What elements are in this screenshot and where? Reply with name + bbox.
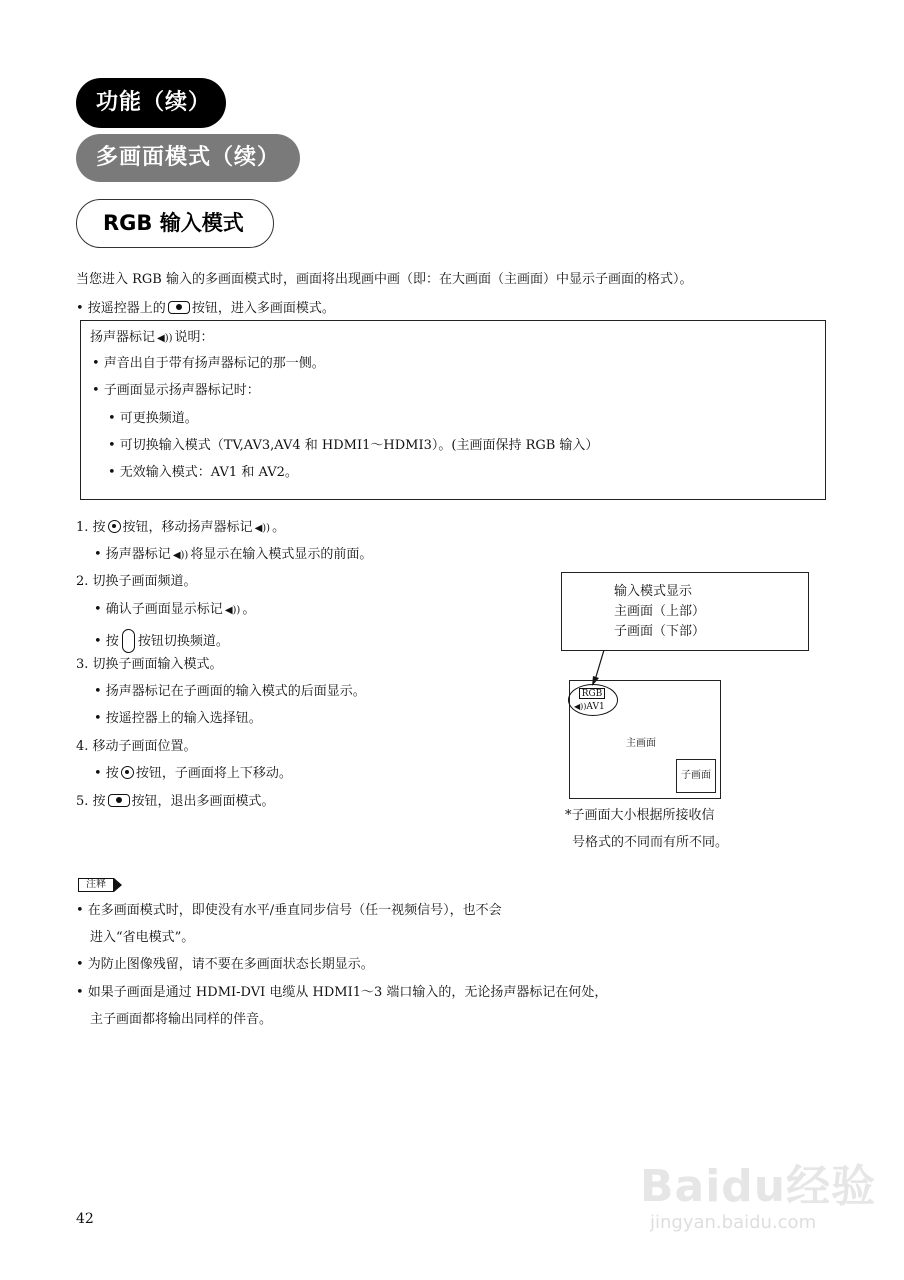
note-2: • 为防止图像残留，请不要在多画面状态长期显示。 — [76, 957, 374, 972]
step-3: 3. 切换子画面输入模式。 — [76, 657, 223, 672]
diagram-caption-1: *子画面大小根据所接收信 — [565, 808, 715, 823]
step-enter-post: 按钮，进入多画面模式。 — [191, 301, 335, 316]
speaker-box-line-2: • 子画面显示扬声器标记时： — [92, 383, 260, 398]
sub-screen: 子画面 — [676, 759, 716, 793]
topic-header: RGB 输入模式 — [76, 199, 274, 248]
step-3a: • 扬声器标记在子画面的输入模式的后面显示。 — [94, 684, 366, 699]
notes-tag: 注释 — [78, 878, 114, 892]
left-right-button-icon — [108, 520, 121, 533]
speaker-box-line-1: • 声音出自于带有扬声器标记的那一侧。 — [92, 356, 325, 371]
subsection-header: 多画面模式（续） — [76, 134, 300, 182]
step-5-post: 按钮，退出多画面模式。 — [131, 794, 275, 809]
speaker-mark-icon: ◀)) — [254, 523, 271, 534]
step-2a-post: 。 — [242, 602, 256, 617]
callout-line-1: 输入模式显示 — [614, 584, 693, 599]
speaker-box-title-pre: 扬声器标记 — [90, 330, 156, 345]
step-1a-post: 将显示在输入模式显示的前面。 — [190, 547, 373, 562]
step-enter-pre: • 按遥控器上的 — [76, 301, 166, 316]
step-1-mid: 按钮，移动扬声器标记 — [122, 520, 253, 535]
callout-line-3: 子画面（下部） — [614, 624, 706, 639]
step-enter-mode — [76, 301, 335, 317]
step-4a-pre: • 按 — [94, 766, 119, 781]
step-4a — [94, 766, 292, 782]
speaker-mark-icon: ◀)) — [172, 550, 189, 561]
step-5 — [76, 794, 275, 810]
rgb-label: RGB — [579, 688, 605, 699]
baidu-watermark-url: jingyan.baidu.com — [650, 1212, 817, 1233]
step-2: 2. 切换子画面频道。 — [76, 574, 197, 589]
up-down-button-icon — [121, 766, 134, 779]
step-1a-pre: • 扬声器标记 — [94, 547, 171, 562]
step-2b-post: 按钮切换频道。 — [137, 634, 229, 649]
speaker-box-line-5: • 无效输入模式：AV1 和 AV2。 — [108, 465, 298, 480]
step-3b: • 按遥控器上的输入选择钮。 — [94, 711, 262, 726]
step-2a — [94, 602, 255, 619]
speaker-mark-icon: ◀)) — [157, 333, 173, 344]
step-2b — [94, 629, 229, 653]
step-4a-post: 按钮，子画面将上下移动。 — [135, 766, 292, 781]
speaker-box-line-4: • 可切换输入模式（TV,AV3,AV4 和 HDMI1～HDMI3）。(主画面保持 RGB 输入） — [108, 438, 599, 453]
speaker-box-title-post: 说明： — [174, 330, 214, 345]
av1-indicator — [574, 701, 605, 713]
multi-screen-button-icon — [108, 794, 130, 807]
step-1a — [94, 547, 372, 564]
callout-line-2: 主画面（上部） — [614, 604, 706, 619]
baidu-watermark-logo: Baidu经验 — [640, 1161, 877, 1212]
diagram-caption-2: 号格式的不同而有所不同。 — [572, 835, 729, 850]
speaker-mark-icon: ◀)) — [224, 605, 241, 616]
main-screen-label: 主画面 — [626, 738, 656, 749]
multi-screen-button-icon — [168, 301, 190, 314]
step-1-post: 。 — [272, 520, 286, 535]
page-number: 42 — [76, 1211, 94, 1227]
note-3: • 如果子画面是通过 HDMI-DVI 电缆从 HDMI1～3 端口输入的，无论扬声器标记在何处， — [76, 985, 608, 1000]
section-header: 功能（续） — [76, 78, 226, 128]
speaker-box-title — [90, 330, 214, 347]
channel-button-icon — [122, 629, 135, 653]
note-3-cont: 主子画面都将输出同样的伴音。 — [90, 1012, 273, 1027]
step-5-pre: 5. 按 — [76, 794, 106, 809]
speaker-box-line-3: • 可更换频道。 — [108, 411, 198, 426]
step-1 — [76, 520, 285, 537]
step-2b-pre: • 按 — [94, 634, 119, 649]
step-4: 4. 移动子画面位置。 — [76, 739, 197, 754]
note-1: • 在多画面模式时，即使没有水平/垂直同步信号（任一视频信号），也不会 — [76, 903, 502, 918]
speaker-mark-icon: ◀)) — [574, 702, 587, 711]
step-1-pre: 1. 按 — [76, 520, 106, 535]
notes-tag-arrow-icon — [114, 878, 122, 892]
step-2a-pre: • 确认子画面显示标记 — [94, 602, 223, 617]
note-1-cont: 进入“省电模式”。 — [90, 930, 195, 945]
av1-label: AV1 — [586, 702, 605, 712]
intro-text: 当您进入 RGB 输入的多画面模式时，画面将出现画中画（即：在大画面（主画面）中显示子画面的格式）。 — [76, 272, 693, 287]
